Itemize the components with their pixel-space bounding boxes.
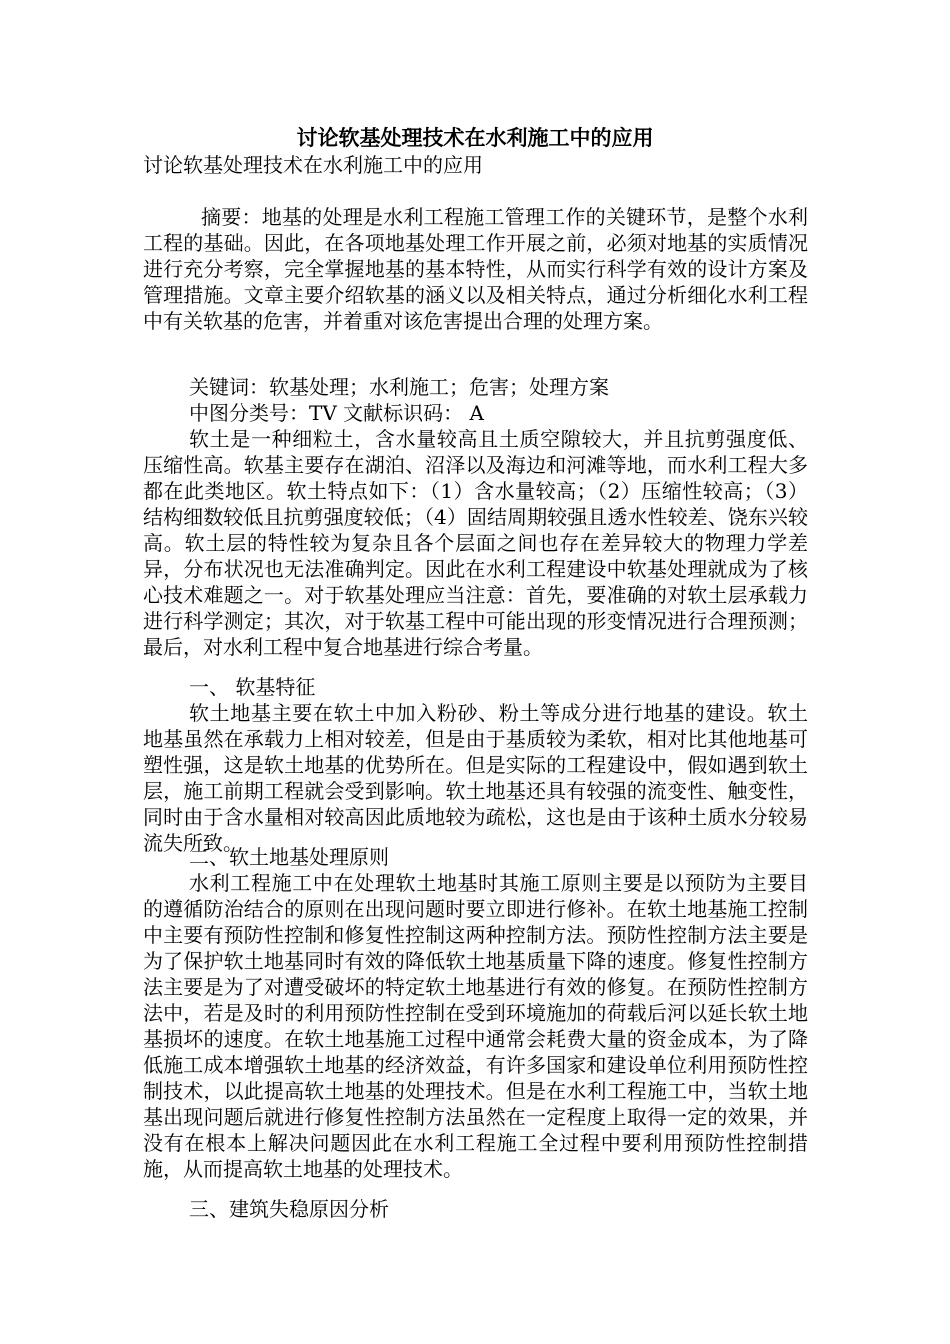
classification-line: 中图分类号：TV 文献标识码： A bbox=[189, 401, 484, 425]
section-2-paragraph: 水利工程施工中在处理软土地基时其施工原则主要是以预防为主要目的遵循防治结合的原则在出现问题时要立即进行修补。在软土地基施工控制中主要有预防性控制和修复性控制这两种控制方法。预防性控制方法主要是为了保护软土地基同时有效的降低软土地基质量下降的速度。修复性控制方法主要是为了对遭受破坏的特定软土地基进行有效的修复。在预防性控制方法中，若是及时的利用预防性控制在受到环境施加的荷载后河以延长软土地基损坏的速度。在软土地基施工过程中通常会耗费大量的资金成本，为了降低施工成本增强软土地基的经济效益，有许多国家和建设单位利用预防性控制技术，以此提高软土地基的处理技术。但是在水利工程施工中，当软土地基出现问题后就进行修复性控制方法虽然在一定程度上取得一定的效果，并没有在根本上解决问题因此在水利工程施工全过程中要利用预防性控制措施，从而提高软土地基的处理技术。 bbox=[143, 871, 808, 1181]
section-heading-1: 一、 软基特征 bbox=[189, 675, 316, 699]
abstract-paragraph: 摘要：地基的处理是水利工程施工管理工作的关键环节，是整个水利工程的基础。因此，在各项地基处理工作开展之前，必须对地基的实质情况进行充分考察，完全掌握地基的基本特性，从而实行科学有效的设计方案及管理措施。文章主要介绍软基的涵义以及相关特点，通过分析细化水利工程中有关软基的危害，并着重对该危害提出合理的处理方案。 bbox=[143, 205, 808, 333]
section-1-paragraph: 软土地基主要在软土中加入粉砂、粉土等成分进行地基的建设。软土地基虽然在承载力上相对较差，但是由于基质较为柔软，相对比其他地基可塑性强，这是软土地基的优势所在。但是实际的工程建设中，假如遇到软土层，施工前期工程就会受到影响。软土地基还具有较强的流变性、触变性，同时由于含水量相对较高因此质地较为疏松，这也是由于该种土质水分较易流失所致。 bbox=[143, 701, 808, 855]
keywords-line: 关键词：软基处理；水利施工；危害；处理方案 bbox=[189, 375, 609, 399]
intro-paragraph: 软土是一种细粒土，含水量较高且土质空隙较大，并且抗剪强度低、压缩性高。软基主要存在湖泊、沼泽以及海边和河滩等地，而水利工程大多都在此类地区。软土特点如下：（1）含水量较高；（2）压缩性较高；（3）结构细数较低且抗剪强度较低；（4）固结周期较强且透水性较差、饶东兴较高。软土层的特性较为复杂且各个层面之间也存在差异较大的物理力学差异，分布状况也无法准确判定。因此在水利工程建设中软基处理就成为了核心技术难题之一。对于软基处理应当注意：首先，要准确的对软土层承载力进行科学测定；其次，对于软基工程中可能出现的形变情况进行合理预测；最后，对水利工程中复合地基进行综合考量。 bbox=[143, 427, 808, 659]
section-heading-3: 三、建筑失稳原因分析 bbox=[189, 1197, 389, 1221]
document-title: 讨论软基处理技术在水利施工中的应用 bbox=[296, 126, 654, 150]
section-heading-2: 二、软土地基处理原则 bbox=[189, 845, 389, 869]
document-subtitle: 讨论软基处理技术在水利施工中的应用 bbox=[143, 153, 483, 177]
